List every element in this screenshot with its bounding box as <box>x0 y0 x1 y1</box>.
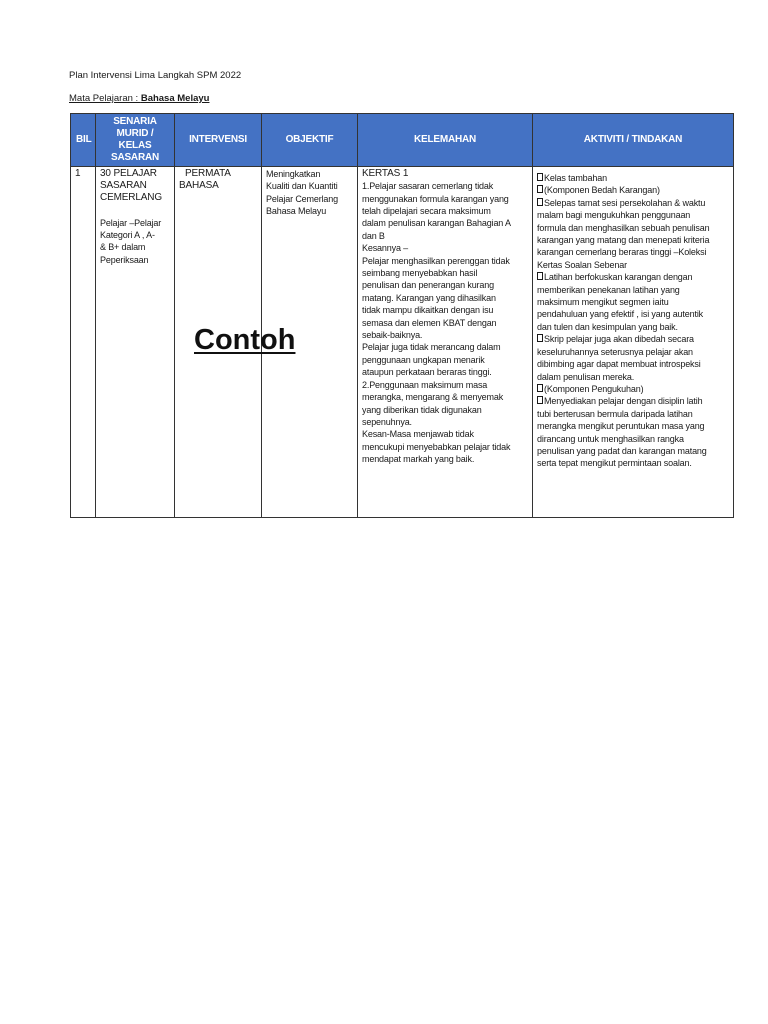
aktiviti-line <box>537 420 729 432</box>
aktiviti-line-text: Kertas Soalan Sebenar <box>537 259 627 270</box>
objektif-line: Meningkatkan <box>266 169 321 179</box>
aktiviti-line <box>537 209 729 221</box>
senarai-detail-line: Peperiksaan <box>100 254 149 265</box>
kelemahan-line: Pelajar juga tidak merancang dalam <box>362 342 501 353</box>
header-senarai-line: KELAS <box>118 140 152 151</box>
kelemahan-line: dalam penulisan karangan Bahagian A <box>362 218 511 229</box>
watermark-contoh: Contoh <box>194 324 296 356</box>
aktiviti-line-text: Kelas tambahan <box>544 173 607 183</box>
header-senarai-line: MURID / <box>116 128 154 139</box>
aktiviti-line <box>537 346 729 358</box>
aktiviti-line-text: karangan cemerlang beraras tinggi –Koleksi <box>537 247 707 258</box>
header-objektif: OBJEKTIF <box>262 114 358 167</box>
aktiviti-line <box>537 271 729 283</box>
aktiviti-text <box>537 172 729 470</box>
senarai-detail-line: Kategori A , A- <box>100 229 155 240</box>
senarai-lead-line: CEMERLANG <box>100 192 162 204</box>
kelemahan-line: merangka, mengarang & menyemak <box>362 392 504 403</box>
header-aktiviti: AKTIVITI / TINDAKAN <box>533 114 734 167</box>
aktiviti-line <box>537 371 729 383</box>
aktiviti-line-text: maksimum mengikut segmen iaitu <box>537 297 669 308</box>
cell-aktiviti <box>533 167 734 518</box>
table-row <box>71 167 734 518</box>
senarai-lead-line: 30 PELAJAR <box>100 168 157 179</box>
aktiviti-line-text: dibimbing agar dapat membuat introspeksi <box>537 359 701 370</box>
aktiviti-line <box>537 172 729 184</box>
cell-kelemahan <box>358 167 533 518</box>
aktiviti-line-text: formula dan menghasilkan sebuah penulisan <box>537 222 710 233</box>
aktiviti-line <box>537 296 729 308</box>
bullet-box-icon <box>537 396 543 404</box>
aktiviti-line-text: dirancang untuk menghasilkan rangka <box>537 433 684 444</box>
aktiviti-line <box>537 408 729 420</box>
kelemahan-line: semasa dan elemen KBAT dengan <box>362 317 497 328</box>
kelemahan-line: tidak mampu dikaitkan dengan isu <box>362 305 494 316</box>
bullet-box-icon <box>537 272 543 280</box>
bullet-box-icon <box>537 185 543 193</box>
aktiviti-line <box>537 321 729 333</box>
aktiviti-line-text: (Komponen Bedah Karangan) <box>544 185 660 196</box>
objektif-line: Bahasa Melayu <box>266 206 327 217</box>
aktiviti-line-text: keseluruhannya seterusnya pelajar akan <box>537 346 693 357</box>
kelemahan-heading: KERTAS 1 <box>362 168 409 179</box>
aktiviti-line <box>537 333 729 345</box>
kelemahan-line: matang. Karangan yang dihasilkan <box>362 292 496 303</box>
bullet-box-icon <box>537 173 543 181</box>
aktiviti-line <box>537 197 729 209</box>
cell-senarai <box>96 167 175 518</box>
intervensi-text <box>179 168 257 192</box>
aktiviti-line-text: Selepas tamat sesi persekolahan & waktu <box>544 197 706 208</box>
header-bil: BIL <box>71 114 96 167</box>
senarai-lead-line: SASARAN <box>100 180 147 192</box>
kelemahan-line: yang diberikan tidak digunakan <box>362 404 482 415</box>
aktiviti-line-text: Latihan berfokuskan karangan dengan <box>544 272 693 283</box>
aktiviti-line-text: penulisan yang padat dan karangan matang <box>537 445 707 456</box>
kelemahan-line: penulisan dan penerangan kurang <box>362 280 494 291</box>
senarai-detail <box>100 217 170 267</box>
aktiviti-line <box>537 222 729 234</box>
aktiviti-line-text: serta tepat mengikut permintaan soalan. <box>537 458 692 469</box>
objektif-text <box>266 168 353 218</box>
kelemahan-line: sebaik-baiknya. <box>362 330 423 341</box>
kelemahan-line: ataupun perkataan beraras tinggi. <box>362 367 492 378</box>
intervention-plan-table <box>70 113 734 518</box>
objektif-line: Kualiti dan Kuantiti <box>266 181 338 192</box>
table-header-row <box>71 114 734 167</box>
header-kelemahan: KELEMAHAN <box>358 114 533 167</box>
aktiviti-line <box>537 234 729 246</box>
header-senarai-line: SENARIA <box>113 116 157 127</box>
kelemahan-line: mencukupi menyebabkan pelajar tidak <box>362 441 511 452</box>
kelemahan-line: sepenuhnya. <box>362 416 412 427</box>
bil-value: 1 <box>75 168 81 179</box>
aktiviti-line-text: malam bagi mengukuhkan penggunaan <box>537 210 691 221</box>
aktiviti-line-text: dan tulen dan kesimpulan yang baik. <box>537 321 678 332</box>
bullet-box-icon <box>537 334 543 342</box>
kelemahan-line: telah dipelajari secara maksimum <box>362 206 491 216</box>
aktiviti-line-text: pendahuluan yang efektif , isi yang autentik <box>537 309 704 320</box>
subject-line <box>69 93 209 104</box>
aktiviti-line-text: Menyediakan pelajar dengan disiplin latih <box>544 396 703 407</box>
aktiviti-line <box>537 433 729 445</box>
kelemahan-line: seimbang menyebabkan hasil <box>362 268 478 279</box>
subject-value: Bahasa Melayu <box>140 93 210 104</box>
kelemahan-line: Kesan-Masa menjawab tidak <box>362 429 474 440</box>
kelemahan-line: penggunaan ungkapan menarik <box>362 354 485 365</box>
intervensi-line: PERMATA <box>185 168 231 179</box>
kelemahan-line: menggunakan formula karangan yang <box>362 193 509 204</box>
header-senarai-line: SASARAN <box>110 152 160 163</box>
document-title: Plan Intervensi Lima Langkah SPM 2022 <box>69 70 242 81</box>
aktiviti-line-text: (Komponen Pengukuhan) <box>544 383 644 394</box>
aktiviti-line <box>537 358 729 370</box>
objektif-line: Pelajar Cemerlang <box>266 193 338 204</box>
senarai-detail-line: Pelajar –Pelajar <box>100 217 162 228</box>
bullet-box-icon <box>537 384 543 392</box>
bullet-box-icon <box>537 198 543 206</box>
aktiviti-line <box>537 395 729 407</box>
senarai-lead <box>100 168 170 205</box>
aktiviti-line <box>537 457 729 469</box>
aktiviti-line-text: tubi berterusan bermula daripada latihan <box>537 408 693 419</box>
aktiviti-line <box>537 246 729 258</box>
cell-bil <box>71 167 96 518</box>
aktiviti-line-text: karangan yang matang dan menepati kriteria <box>537 235 710 246</box>
aktiviti-line <box>537 383 729 395</box>
aktiviti-line-text: memberikan penekanan latihan yang <box>537 284 680 295</box>
kelemahan-line: Pelajar menghasilkan perenggan tidak <box>362 255 510 266</box>
aktiviti-line-text: Skrip pelajar juga akan dibedah secara <box>544 334 694 345</box>
aktiviti-line <box>537 184 729 196</box>
aktiviti-line-text: dalam penulisan mereka. <box>537 371 635 382</box>
kelemahan-line: dan B <box>362 230 385 241</box>
aktiviti-line <box>537 445 729 457</box>
aktiviti-line <box>537 284 729 296</box>
header-intervensi: INTERVENSI <box>175 114 262 167</box>
aktiviti-line-text: merangka mengikut peruntukan masa yang <box>537 421 705 432</box>
kelemahan-line: mendapat markah yang baik. <box>362 454 475 465</box>
subject-label: Mata Pelajaran : <box>69 93 141 104</box>
intervensi-line: BAHASA <box>179 180 219 192</box>
aktiviti-line <box>537 308 729 320</box>
header-senarai <box>96 114 175 167</box>
kelemahan-line: Kesannya – <box>362 243 409 254</box>
kelemahan-line: 2.Penggunaan maksimum masa <box>362 379 488 390</box>
kelemahan-line: 1.Pelajar sasaran cemerlang tidak <box>362 181 494 192</box>
kelemahan-text <box>362 180 528 465</box>
aktiviti-line <box>537 259 729 271</box>
senarai-detail-line: & B+ dalam <box>100 242 146 253</box>
